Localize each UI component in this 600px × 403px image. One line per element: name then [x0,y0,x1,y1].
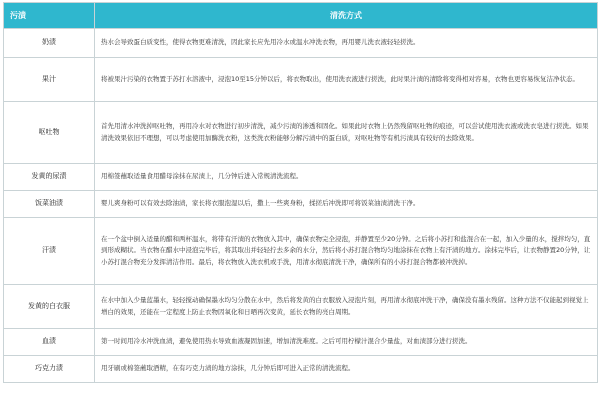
stain-name: 发黄的白衣服 [4,285,95,329]
table-row [4,356,598,383]
header-method: 清洗方式 [95,3,598,29]
stain-name: 发黄的尿渍 [4,164,95,191]
cleaning-method: 热水会导致蛋白质变性，使得衣物更难清洗，因此家长应先用冷水或温水冲洗衣物，再用婴儿洗衣液轻轻搓洗。 [95,29,598,58]
cleaning-method: 首先用清水冲洗掉呕吐物，再用冷水对衣物进行初步清洗，减少污渍的渗透和固化。如果此时衣物上仍然残留呕吐物的痕迹，可以尝试使用洗衣液或洗衣皂进行搓洗。如果清洗效果依旧不理想，可以考虑使用加酶洗衣粉，这类洗衣粉能够分解污渍中的蛋白质，对呕吐物等有机污渍具有较好的去除效果。 [95,102,598,164]
table-row [4,164,598,191]
stain-name: 饭菜油渍 [4,191,95,218]
cleaning-method: 用牙刷或棉签蘸取酒精，在有巧克力渍的地方涂抹，几分钟后即可进入正常的清洗流程。 [95,356,598,383]
stain-name: 血渍 [4,329,95,356]
table-row [4,29,598,58]
stain-name: 果汁 [4,58,95,102]
header-stain: 污渍 [4,3,95,29]
table-row [4,285,598,329]
cleaning-method: 在水中加入少量蓝墨水，轻轻搅动确保墨水均匀分散在水中，然后将发黄的白衣服放入浸泡片刻，再用清水彻底冲洗干净，确保没有墨水残留。这种方法不仅能起到视觉上增白的效果，还能在一定程度上防止衣物因氧化和日晒再次变黄，延长衣物的亮白周期。 [95,285,598,329]
table-row [4,218,598,285]
cleaning-method: 在一个盆中倒入适量的醋和两杯温水，将带有汗渍的衣物放入其中，确保衣物完全浸泡，并静置至少20分钟。之后将小苏打和盐混合在一起，加入少量的水，搅拌均匀，直到形成糊状。当衣物在醋水中浸泡完毕后，将其取出并轻轻拧去多余的水分，然后将小苏打混合物均匀地涂抹在衣物上有汗渍的地方。涂抹完毕后，让衣物静置20分钟，让小苏打混合物充分发挥清洁作用。最后，将衣物放入洗衣机或手洗，用清水彻底清洗干净，确保所有的小苏打混合物都被冲洗掉。 [95,218,598,285]
table-row [4,58,598,102]
cleaning-method: 婴儿爽身粉可以有效去除油渍，家长将衣服泡湿以后，撒上一些爽身粉，揉搓后冲洗即可将饭菜油渍清洗干净。 [95,191,598,218]
table-row [4,191,598,218]
cleaning-method: 将被果汁污染的衣物置于苏打水溶液中，浸泡10至15分钟以后，将衣物取出，使用洗衣液进行搓洗，此时果汁渍的清除将变得相对容易，衣物也更容易恢复洁净状态。 [95,58,598,102]
table-header-row [4,3,598,29]
cleaning-method: 用棉签蘸取适量食用醋母涂抹在尿渍上，几分钟后进入常规清洗流程。 [95,164,598,191]
cleaning-method: 第一时间用冷水冲洗血渍，避免使用热水导致血液凝固加速，增加清洗难度。之后可用柠檬汁混合少量盐，对血渍部分进行搓洗。 [95,329,598,356]
stain-name: 呕吐物 [4,102,95,164]
table-row [4,329,598,356]
stain-name: 巧克力渍 [4,356,95,383]
table-row [4,102,598,164]
stain-cleaning-table [3,2,598,383]
stain-name: 奶渍 [4,29,95,58]
stain-name: 汗渍 [4,218,95,285]
